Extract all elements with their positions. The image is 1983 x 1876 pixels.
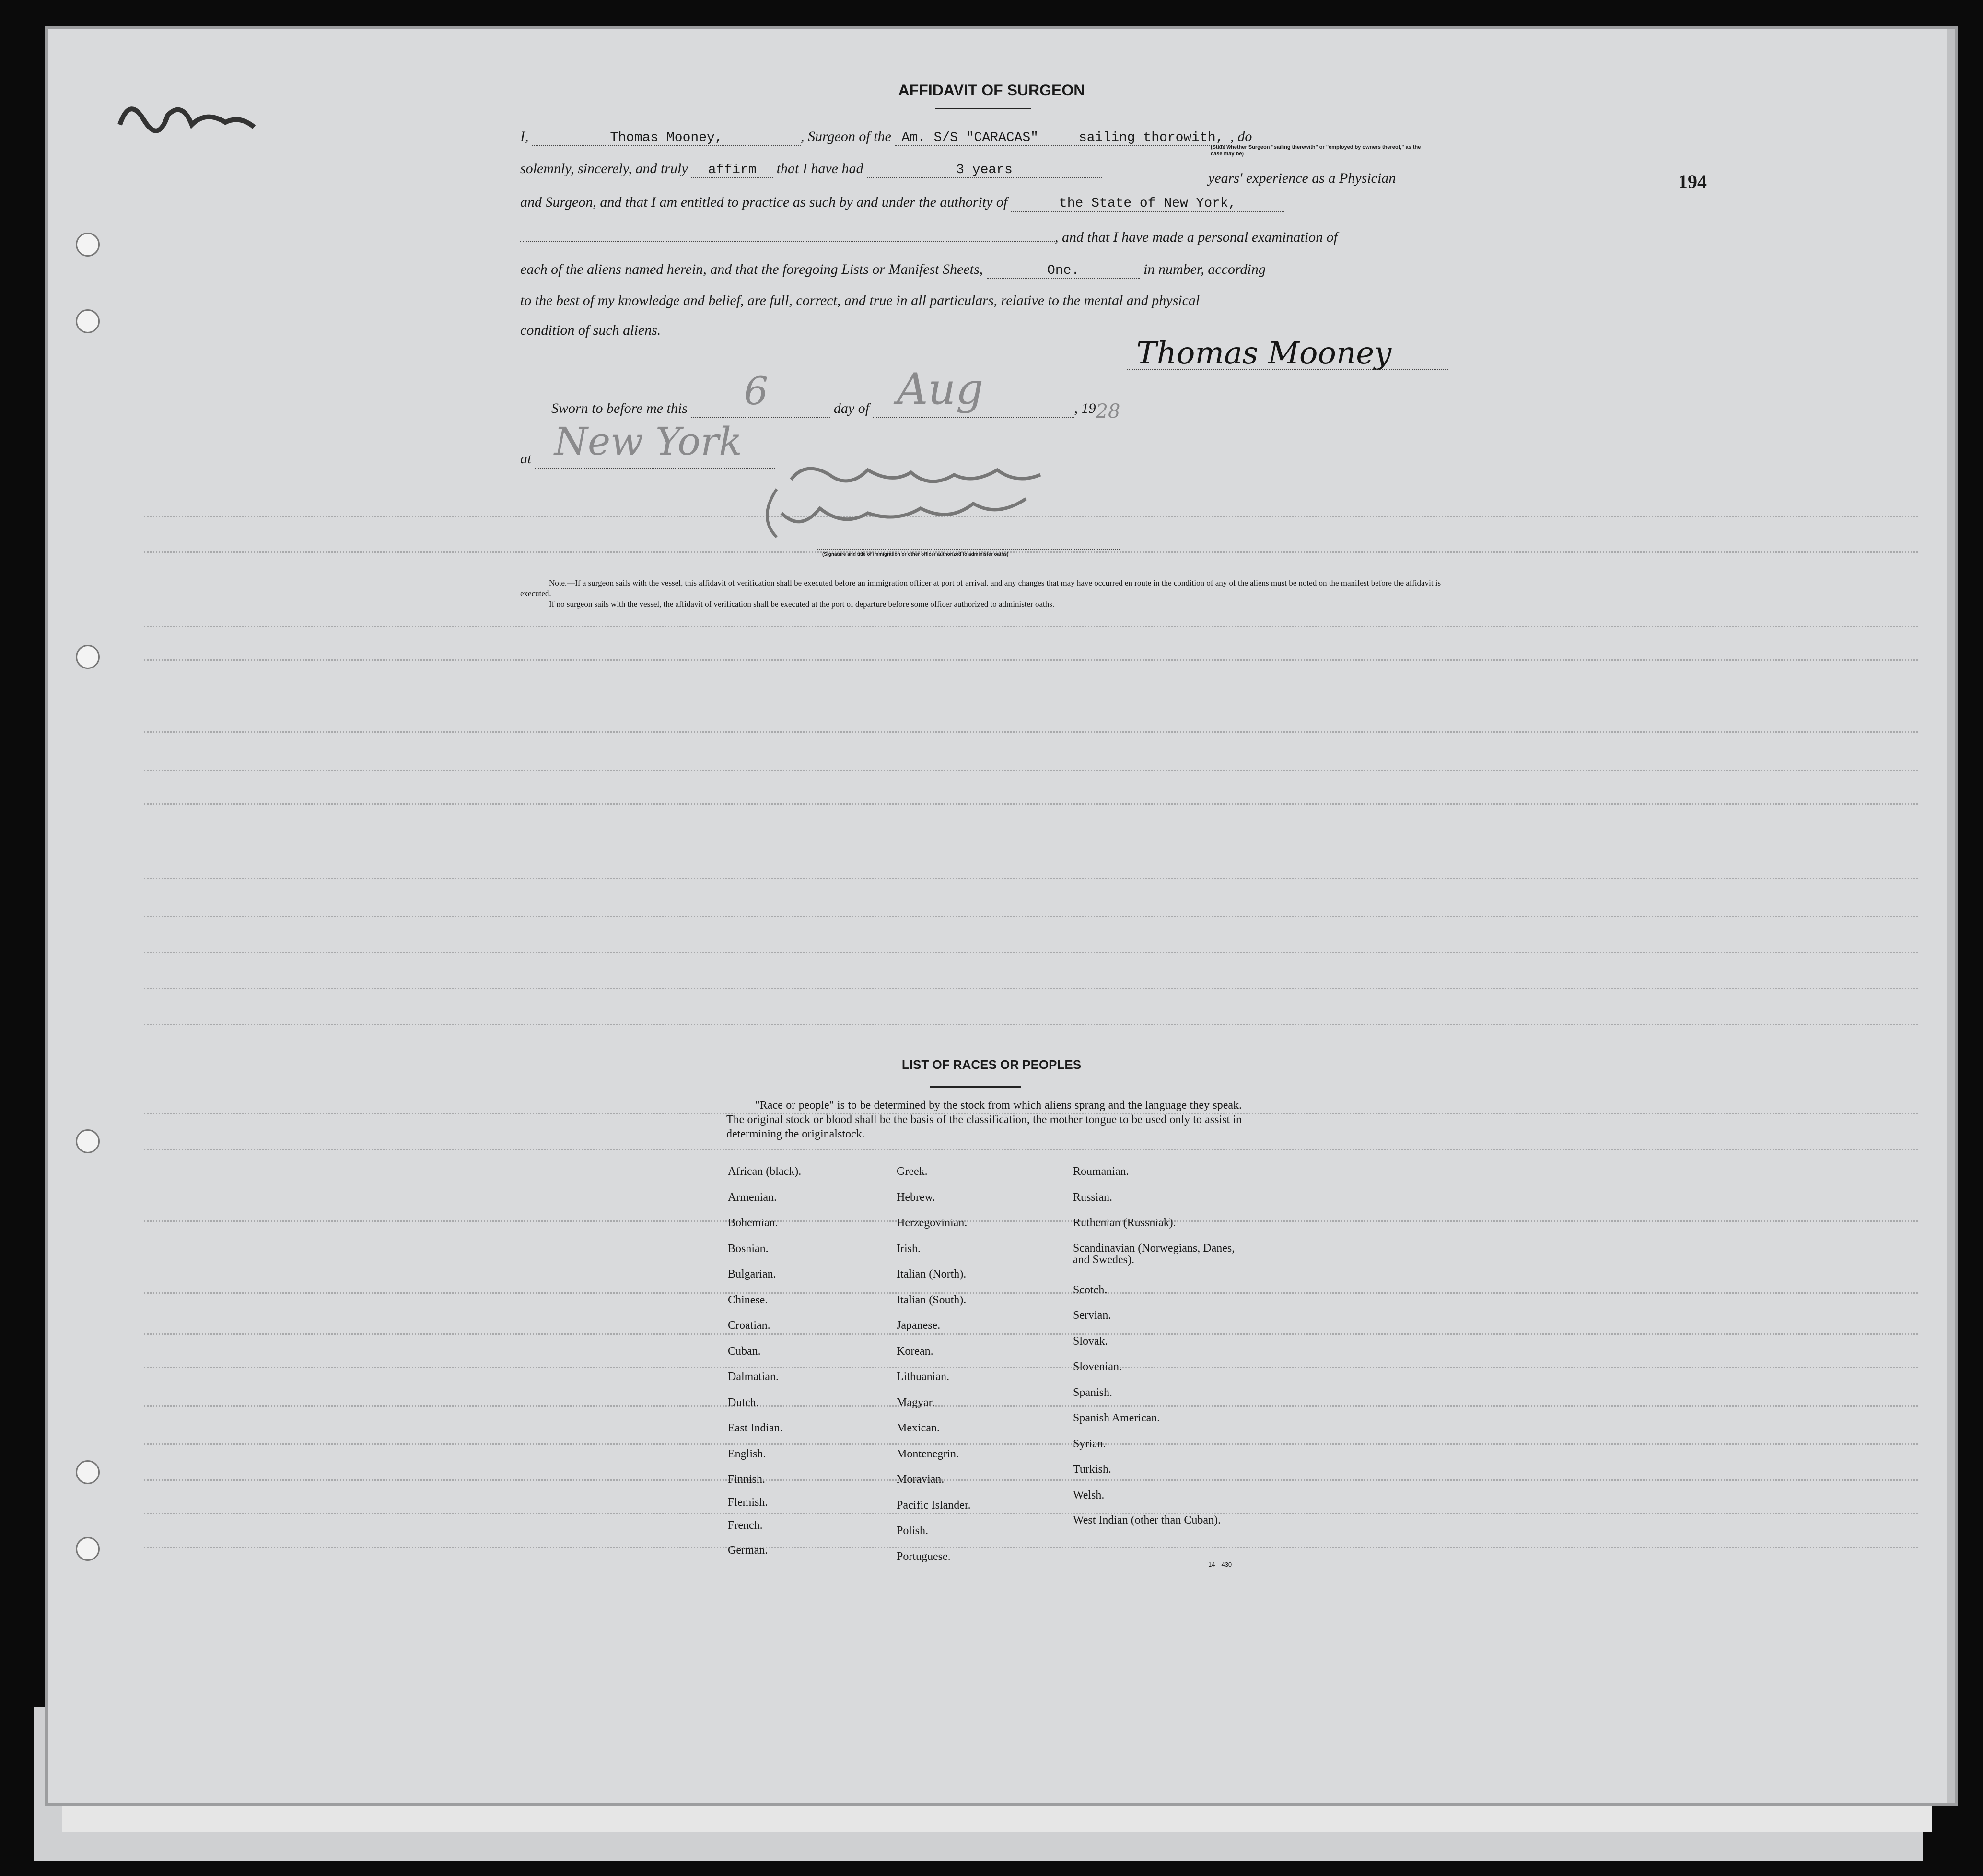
race-item: Scotch. (1073, 1283, 1108, 1296)
race-item: Dutch. (728, 1396, 759, 1409)
race-item: Mexican. (897, 1422, 940, 1434)
race-item: Japanese. (897, 1319, 941, 1332)
binder-hole (76, 1537, 100, 1561)
vessel-field: Am. S/S "CARACAS" sailing thorowith, (895, 130, 1230, 146)
officer-caption: (Signature and title of immigration or other officer authorized to administer oaths) (822, 552, 1009, 557)
sworn-at-line: at New York (520, 451, 775, 469)
signature-line (1127, 369, 1448, 370)
race-item: Magyar. (897, 1396, 935, 1409)
race-item: Dalmatian. (728, 1371, 779, 1383)
years-field: 3 years (867, 163, 1102, 178)
race-item: Italian (South). (897, 1293, 967, 1306)
affidavit-line-1: I, Thomas Mooney, , Surgeon of the Am. S/S "CARACAS" sailing thorowith, , do (520, 129, 1252, 145)
race-item: Slovenian. (1073, 1360, 1122, 1373)
surgeon-name-field: Thomas Mooney, (532, 130, 801, 146)
races-column-1 (728, 1165, 801, 1570)
race-item: Finnish. (728, 1473, 766, 1486)
race-item: Croatian. (728, 1319, 770, 1332)
race-item: French. (728, 1519, 763, 1532)
race-item: Bohemian. (728, 1217, 778, 1229)
race-item: Moravian. (897, 1473, 945, 1486)
race-item: Spanish American. (1073, 1412, 1160, 1424)
race-item: Bulgarian. (728, 1268, 776, 1280)
affidavit-title: AFFIDAVIT OF SURGEON (898, 82, 1085, 99)
race-item: Scandinavian (Norwegians, Danes, and Swedes). (1073, 1242, 1235, 1266)
races-column-3 (1073, 1165, 1246, 1540)
sworn-month-field: Aug (873, 402, 1074, 418)
race-item: Irish. (897, 1242, 921, 1255)
binder-hole (76, 233, 100, 257)
race-item: Korean. (897, 1345, 933, 1358)
race-item: Russian. (1073, 1191, 1113, 1204)
race-item: Cuban. (728, 1345, 761, 1358)
race-item: Hebrew. (897, 1191, 935, 1204)
officer-signature-line (817, 549, 1120, 550)
note-line-1: Note.—If a surgeon sails with the vessel, this affidavit of verification shall be executed before an immigration officer at port of arrival, and any changes that may have occurred en route in the condition of any of the aliens must be noted on the manifest before the affidavit is executed. (520, 578, 1441, 598)
surgeon-signature: Thomas Mooney (1136, 336, 1392, 371)
note-line-2: If no surgeon sails with the vessel, the affidavit of verification shall be executed at the port of departure before some officer authorized to administer oaths. (549, 599, 1055, 609)
affidavit-note (520, 578, 1450, 610)
sworn-day-field: 6 (691, 402, 830, 418)
race-item: Portuguese. (897, 1550, 951, 1563)
title-underline (935, 108, 1031, 109)
race-item: English. (728, 1447, 766, 1460)
sworn-year: 28 (1096, 400, 1120, 422)
authority-field: the State of New York, (1011, 196, 1284, 212)
race-item: Servian. (1073, 1309, 1111, 1322)
affidavit-line-4: and Surgeon, and that I am entitled to practice as such by and under the authority of the State of New York, (520, 194, 1284, 212)
affidavit-line-8: condition of such aliens. (520, 322, 661, 338)
race-item: Polish. (897, 1524, 929, 1537)
race-item: Armenian. (728, 1191, 777, 1204)
officer-signature (748, 451, 1141, 556)
race-item: Italian (North). (897, 1268, 967, 1280)
affidavit-line-5: , and that I have made a personal examination of (520, 229, 1338, 246)
races-list-intro: "Race or people" is to be determined by the stock from which aliens sprang and the language they speak. The original stock or blood shall be the basis of the classification, the mother tongue to be used only to assist in determining the originalstock. (726, 1099, 1242, 1140)
race-item: East Indian. (728, 1422, 783, 1434)
race-item: Ruthenian (Russniak). (1073, 1217, 1176, 1229)
binder-hole (76, 1460, 100, 1484)
race-item: Herzegovinian. (897, 1217, 968, 1229)
authority-continued-field (520, 241, 1055, 242)
affidavit-line-6: each of the aliens named herein, and that the foregoing Lists or Manifest Sheets, One. in number, according (520, 261, 1266, 278)
affidavit-line-2: solemnly, sincerely, and truly affirm that I have had 3 years (520, 161, 1102, 178)
race-item: German. (728, 1544, 768, 1557)
sworn-place-field: New York (535, 453, 775, 469)
affirm-field: affirm (691, 163, 773, 178)
races-list-title: LIST OF RACES OR PEOPLES (901, 1057, 1082, 1072)
race-item: Slovak. (1073, 1335, 1108, 1348)
races-column-2 (897, 1165, 971, 1576)
race-item: Chinese. (728, 1293, 768, 1306)
race-item: West Indian (other than Cuban). (1073, 1514, 1221, 1526)
races-list-underline (930, 1086, 1021, 1088)
binder-hole (76, 645, 100, 669)
form-number: 14—430 (1208, 1561, 1232, 1568)
race-item: Montenegrin. (897, 1447, 959, 1460)
race-item: Pacific Islander. (897, 1499, 971, 1512)
sailing-note: (State whether Surgeon "sailing therewith" or "employed by owners thereof," as the case may be) (1211, 144, 1421, 157)
race-item: Roumanian. (1073, 1165, 1129, 1178)
affidavit-line-3: years' experience as a Physician (1208, 170, 1396, 186)
race-item: Spanish. (1073, 1386, 1113, 1399)
sheets-field: One. (987, 263, 1140, 279)
race-item: Bosnian. (728, 1242, 769, 1255)
race-item: Flemish. (728, 1496, 768, 1509)
page-number: 194 (1678, 171, 1707, 192)
binder-hole (76, 309, 100, 333)
race-item: Greek. (897, 1165, 928, 1178)
affidavit-line-7: to the best of my knowledge and belief, are full, correct, and true in all particulars, relative to the mental and physical (520, 293, 1200, 308)
race-item: Lithuanian. (897, 1371, 949, 1383)
sworn-line: Sworn to before me this 6 day of Aug , 19 28 (551, 364, 1120, 422)
race-item: African (black). (728, 1165, 802, 1178)
race-item: Welsh. (1073, 1489, 1105, 1501)
binder-hole (76, 1129, 100, 1153)
race-item: Turkish. (1073, 1463, 1111, 1476)
race-item: Syrian. (1073, 1437, 1106, 1450)
